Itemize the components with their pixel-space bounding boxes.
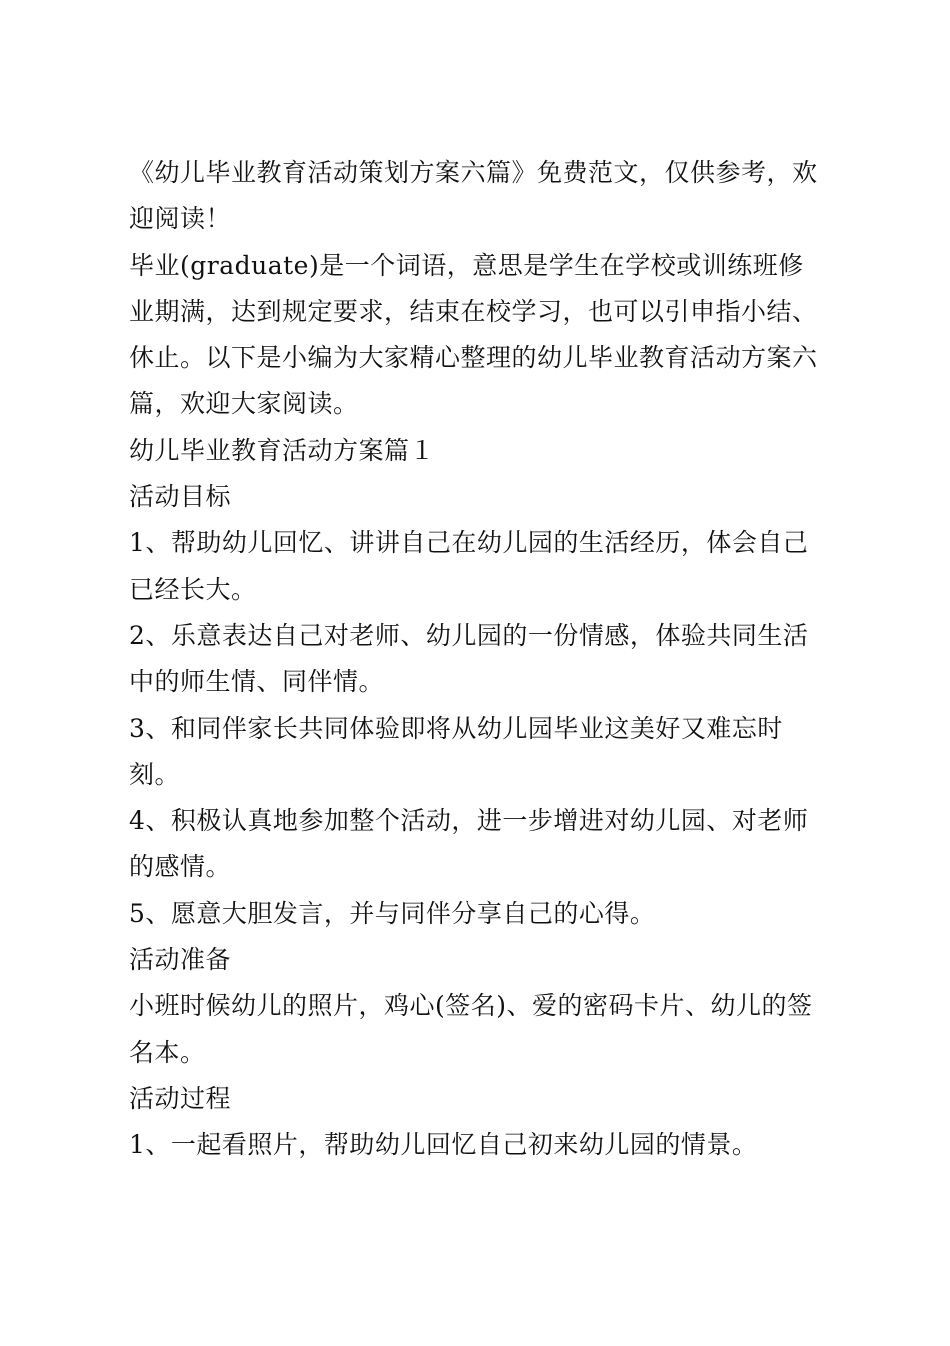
goal-item: 4、积极认真地参加整个活动，进一步增进对幼儿园、对老师的感情。: [129, 806, 809, 882]
definition-paragraph: 毕业(graduate)是一个词语，意思是学生在学校或训练班修业期满，达到规定要求，结束在校学习，也可以引申指小结、休止。以下是小编为大家精心整理的幼儿毕业教育活动方案六篇，欢迎大家阅读。: [129, 250, 818, 419]
process-heading: 活动过程: [129, 1083, 232, 1113]
goal-item: 3、和同伴家长共同体验即将从幼儿园毕业这美好又难忘时刻。: [129, 713, 783, 789]
goal-item: 2、乐意表达自己对老师、幼儿园的一份情感，体验共同生活中的师生情、同伴情。: [129, 620, 809, 697]
process-step: 1、一起看照片，帮助幼儿回忆自己初来幼儿园的情景。: [129, 1130, 758, 1160]
section-title: 幼儿毕业教育活动方案篇１: [129, 435, 436, 465]
document-body: [129, 150, 829, 1169]
goal-item: 5、愿意大胆发言，并与同伴分享自己的心得。: [129, 898, 656, 928]
goals-heading: 活动目标: [129, 482, 232, 512]
intro-paragraph: 《幼儿毕业教育活动策划方案六篇》免费范文，仅供参考，欢迎阅读！: [129, 158, 818, 234]
goal-item: 1、帮助幼儿回忆、讲讲自己在幼儿园的生活经历，体会自己已经长大。: [129, 528, 809, 604]
prep-heading: 活动准备: [129, 945, 232, 975]
prep-paragraph: 小班时候幼儿的照片，鸡心(签名)、爱的密码卡片、幼儿的签名本。: [129, 991, 813, 1067]
